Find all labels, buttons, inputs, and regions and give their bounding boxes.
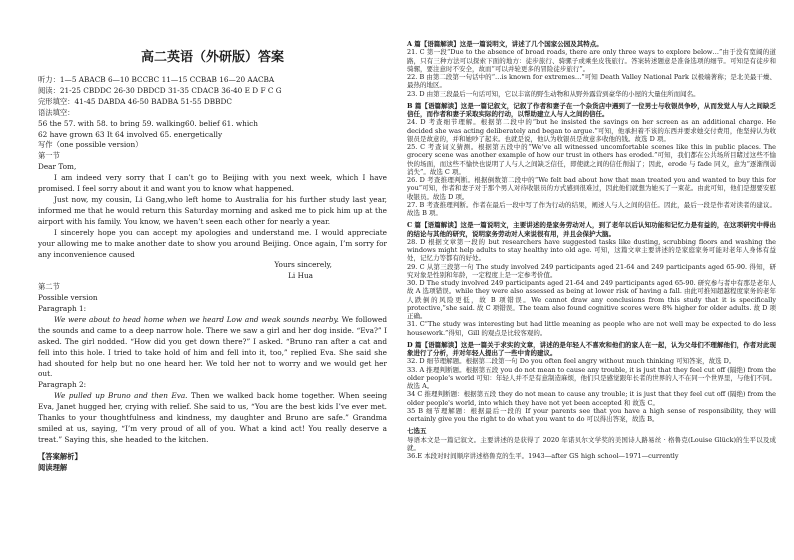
letter-closing: Yours sincerely, — [274, 260, 332, 270]
section-one-heading: 第一节 — [38, 151, 60, 161]
grammar-label: 语法填空： — [38, 107, 75, 117]
cloze-answers: 完形填空：41-45 DABDA 46-50 BADBA 51-55 DBBDC — [38, 96, 232, 106]
paragraph-1-given-sentence: We were about to head home when we heard Low and weak sounds nearby. — [54, 314, 339, 324]
story-paragraph-2 — [38, 391, 387, 446]
paragraph-1-label: Paragraph 1: — [38, 304, 87, 314]
writing-label: 写作（one possible version） — [38, 140, 143, 150]
right-column — [397, 0, 794, 460]
paragraph-2-given-sentence: We pulled up Bruno and then Eva. — [54, 391, 188, 401]
answer-24: 24. D 考查细节理解。根据第二段中的“but he insisted the savings on her screen as an additional charge. He decided she was acting deliberately and began to argue.”可知，他承担着不该的东西并要求她交付费用，他坚持认为收银员是故意的，并和她吵了起来。也就是说，他认为收银员是故意多收他的钱。故选 D 项。 — [407, 118, 776, 143]
answer-29: 29. C 从第三段第一句 The study involved 249 participants aged 21-64 and 249 participants aged 65-90. 得知，研究对象是性别和年龄，一定程度上是一定参考价值。 — [407, 262, 776, 279]
answer-34: 34 C 推理判断题：根据第五段 they do not mean to cause any trouble; it is just that they feel cut off (隔绝) from the older people's world, into which they have not yet been accepted 和 故选 C。 — [407, 390, 776, 407]
answer-35: 35 B 细节理解题：根据最后一段的 If your parents see that you have a high sense of responsibility, they will certainly give you the right to do what you want to do 可以得出答案，故选 B。 — [407, 406, 776, 423]
paragraph-1-body: We followed the sounds and came to a deep narrow hole. There we saw a girl and her dog inside. “Eva?” I asked. The girl nodded. “How did you get down there?” I asked. “Bruno ran after a cat and fell into this hole. I tried to take hold of him and fell into it, too,” replied Eva. She said she had shouted for help but no one heard her. We told her not to worry and we would get her out. — [38, 314, 387, 379]
answer-36: 36.E 本段对时间顺序讲述格鲁克的生平。1943—after GS high school—1971—currently — [407, 452, 679, 460]
passage-d-intro: D 篇【语篇解读】这是一篇关于求实的文章，讲述的是年轻人不喜欢和他们的家人在一起，认为父母们不理解他们，作者对此现象进行了分析，并对年轻人提出了一些中肯的建议。 — [407, 340, 776, 357]
reading-answers: 阅读：21-25 CBDDC 26-30 DBDCD 31-35 CDACB 36-40 E D F C G — [38, 85, 282, 95]
section-two-heading: 第二节 — [38, 282, 60, 292]
answer-32: 32. D 细节理解题。根据第二段第一句 Do you often feel angry without much thinking 可知答案，故选 D。 — [407, 357, 736, 366]
answer-analysis-heading: 【答案解析】 — [38, 451, 82, 461]
paragraph-2-label: Paragraph 2: — [38, 380, 87, 390]
answer-23: 23. D 由第三段最后一句话可知，它以丰富的野生动物和从野外露营到豪华的小屋的大量住所而闻名。 — [407, 89, 700, 98]
letter-paragraph-1: I am indeed very sorry that I can’t go to Beijing with you next week, which I have promised. I feel sorry about it and want you to know what happened. — [38, 173, 387, 194]
passage-b-intro: B 篇【语篇解读】这是一篇记叙文，记叙了作者和妻子在一个杂货店中遇到了一位男士与收银员争吵，从而发觉人与人之间缺乏信任，而作者和妻子采取实际的行动，以帮助建立人与人之间的信任。 — [407, 101, 776, 118]
seven-choose-five-intro: 导语本文是一篇记叙文。主要讲述的是获得了 2020 年诺贝尔文学奖的美国诗人路易丝 · 格鲁克(Louise Glück)的生平以及成就。 — [407, 435, 776, 452]
letter-signature: Li Hua — [288, 271, 313, 281]
story-paragraph-1 — [38, 315, 387, 380]
letter-paragraph-3: I sincerely hope you can accept my apologies and understand me. I would appreciate your allowing me to make another date to show you around Beijing. Once again, I’m sorry for any inconvenience caused — [38, 227, 387, 259]
paragraph-2-body: Then we walked back home together. When seeing Eva, Janet hugged her, crying with relief. She said to us, “You are the best kids I’ve ever met. Thanks to your thoughtfulness and kindness, my daughter and Bruno are safe.” Grandma smiled at us, saying, “I’m very proud of all of you. What a kind act! You really deserve a treat.” Saying this, she headed to the kitchen. — [38, 391, 388, 444]
passage-a-intro: A 篇【语篇解读】这是一篇说明文，讲述了几个国家公园及其特点。 — [407, 40, 603, 48]
listening-answers: 听力：1—5 ABACB 6—10 BCCBC 11—15 CCBAB 16—20 AACBA — [38, 75, 275, 84]
possible-version-label: Possible version — [38, 293, 98, 303]
answer-22: 22. B 由第二段第一句话中的“…is known for extremes…”可知 Death Valley National Park 以极端著称；是北美最干燥、最热的地区。 — [407, 73, 776, 90]
answer-33: 33. A 推理判断题。根据第五段 you do not mean to cause any trouble, it is just that they feel cut off (隔绝) from the older people's world 可知：年轻人并不是有意制造麻烦，他们只是感觉跟年长者的世界的人不在同一个世界里，与他们不同。故选 A。 — [407, 365, 776, 390]
answer-27: 27. B 考查推理判断。作者在最后一段中写了作为行动的结果，阐述人与人之间的信任。因此，最后一段是作者对读者的建议。故选 B 项。 — [407, 200, 776, 217]
passage-c-intro: C 篇【语篇解读】这是一篇说明文，主要讲述的是家务劳动对人，到了老年以后认知功能和记忆力是有益的，在这项研究中得出的结论与其他的研究，说明家务劳动对人来说很有用，并且会保护大脑。 — [407, 221, 776, 238]
seven-choose-five-heading: 七选五 — [407, 427, 427, 436]
answer-25: 25. C 考查词义猜测。根据第五段中的“We’ve all witnessed uncomfortable scenes like this in public places. The grocery scene was another example of how our trust in others has eroded.”可知，我们都在公共场所目睹过这些不愉快的场面，而这些不愉快也说明了人与人之间缺乏信任，即使就之间的信任削弱了；因此，erode 与 fade 同义，意为“逐渐削弱消失”。故选 C 项。 — [407, 143, 776, 176]
page-title: 高二英语（外研版）答案 — [140, 50, 284, 65]
answer-30: 30. D The study involved 249 participants aged 21-64 and 249 participants aged 65-90. 研究参与者中有那是老年人故 A 选项错误。while they were also assessed as being at lower risk of having a fall. 由此可推知超越程度家务的老年人跌倒的风险更低，故 B 项错误。We cannot draw any conclusions from this study that it is specifically protective,”she said. 故 C 项错误。The team also found cognitive scores were 8% higher for older adults. 故 D 项正确。 — [407, 279, 776, 320]
answer-26: 26. D 考查推理判断。根据倒数第二段中的“We felt bad about how that man treated you and wanted to buy this for you”可知，作者和妻子对于那个男人对待收银员的方式感到很难过，因此他们就想为她买了一束花。由此可知，他们是想要安慰收银员。故选 D 项。 — [407, 176, 776, 201]
letter-greeting: Dear Tom, — [38, 162, 77, 172]
left-column — [0, 0, 397, 474]
reading-analysis-heading: 阅读理解 — [38, 462, 68, 472]
answer-31: 31. C“The study was interesting but had little meaning as people who are not well may be expected to do less housework.”得知，Gill 的观点是比较客观的。 — [407, 320, 776, 337]
grammar-answers-1: 56 the 57. with 58. to bring 59. walking60. belief 61. which — [38, 118, 258, 128]
letter-paragraph-2: Just now, my cousin, Li Gang,who left home to Australia for his further study last year, informed me that he would return this Saturday morning and asked me to pick him up at the airport with his family. You know, we haven’t seen each other for nearly a year. — [38, 194, 387, 226]
grammar-answers-2: 62 have grown 63 It 64 involved 65. energetically — [38, 129, 223, 139]
answer-28: 28. D 根据文章第一段的 but researchers have suggested tasks like dusting, scrubbing floors and washing the windows might help adults to stay healthy into old age. 可知，这篇文章主要讲述的是家庭家务可能对老年人身体有益处，记忆力等都有的好处。 — [407, 237, 776, 263]
answer-21: 21. C 第一段“Due to the absence of broad roads, there are only three ways to explore below…”由于没有宽阔的道路，只有三种方法可以探索下面的地方：徒步旅行、骑骡子或乘坐皮筏旅行。答案转述题意是准备选项的细节。可知是有徒步和骑骡，要注意时不安全，故而“可以并轮更多的冒险徒步旅行”。 — [407, 48, 776, 73]
